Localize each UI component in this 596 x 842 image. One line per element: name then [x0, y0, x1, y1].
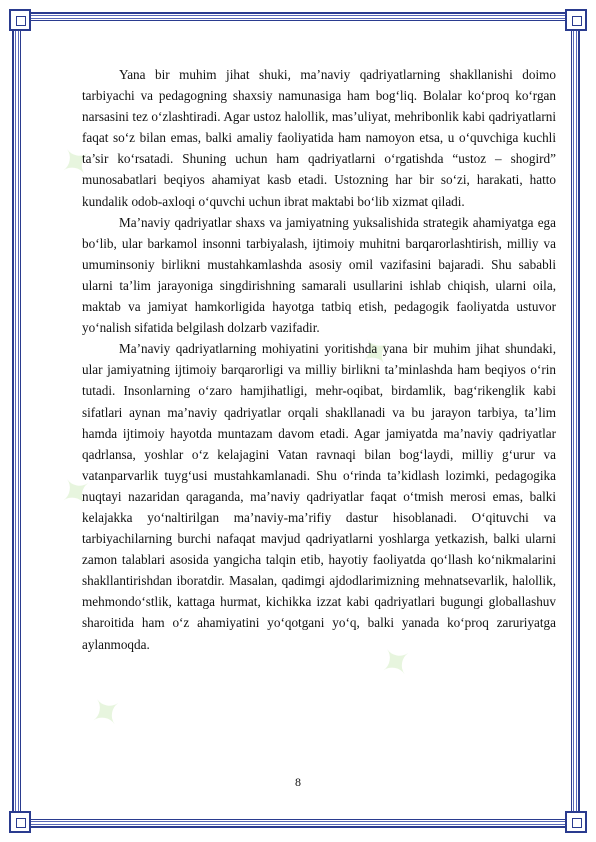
paragraph-1: Yana bir muhim jihat shuki, ma’naviy qadriyatlarning shakllanishi doimo tarbiyachi va pedagogning shaxsiy namunasiga ham bog‘liq. Bolalar ko‘proq ko‘rgan narsasini tez o‘zlashtiradi. Agar ustoz halollik, mas’uliyat, mehribonlik kabi qadriyatlarni faqat so‘z bilan emas, balki amaliy faoliyatida ham namoyon etsa, u o‘quvchiga kuchli ta’sir ko‘rsatadi. Shuning uchun ham qadriyatlarni o‘rgatishda “ustoz – shogird” munosabatlari beqiyos ahamiyat kasb etadi. Ustozning har bir so‘zi, harakati, hatto kundalik odob-axloqi o‘quvchi uchun ibrat maktabi bo‘lib xizmat qiladi. [82, 67, 556, 209]
paragraph-3: Ma’naviy qadriyatlarning mohiyatini yoritishda yana bir muhim jihat shundaki, ular jamiyatning ijtimoiy barqarorligi va milliy birlikni ta’minlashda ham beqiyos o‘rin tutadi. Insonlarning o‘zaro hamjihatligi, mehr-oqibat, birdamlik, bag‘rikenglik kabi sifatlari aynan ma’naviy qadriyatlar orqali shakllanadi va bu jarayon tarbiya, ta’lim hamda ijtimoiy hayotda muntazam davom etadi. Agar jamiyatda ma’naviy qadriyatlar qadrlansa, yoshlar o‘z kelajagini Vatan ravnaqi bilan bog‘laydi, milliy g‘urur va vatanparvarlik tuyg‘usi mustahkamlanadi. Shu o‘rinda ta’kidlash lozimki, pedagogika nuqtayi nazaridan qaraganda, ma’naviy qadriyatlar faqat o‘tmish merosi emas, balki kelajakka yo‘naltirilgan ma’naviy-ma’rifiy dastur hisoblanadi. O‘qituvchi va tarbiyachilarning burchi nafaqat mavjud qadriyatlarni yoshlarga yetkazish, balki ularni zamon talablari asosida yangicha talqin etib, hayotiy faoliyatda qo‘llash ko‘nikmalarini shakllantirishdan iboratdir. Masalan, qadimgi ajdodlarimizning mehnatsevarlik, halollik, mehmondo‘stlik, kattaga hurmat, kichikka izzat kabi qadriyatlari bugungi globallashuv sharoitida ham o‘z ahamiyatini yo‘qotgani yo‘q, balki yanada ko‘proq zaruriyatga aylanmoqda. [82, 341, 556, 652]
document-body [82, 64, 556, 655]
watermark-glyph: ✦ [349, 324, 404, 382]
corner-ornament-bottom-right [565, 811, 587, 833]
page-number: 8 [295, 775, 301, 789]
corner-ornament-bottom-left [9, 811, 31, 833]
watermark-glyph: ✦ [79, 684, 134, 742]
corner-ornament-top-left [9, 9, 31, 31]
watermark-glyph: ✦ [369, 634, 424, 692]
corner-ornament-top-right [565, 9, 587, 31]
watermark-glyph: ✦ [49, 464, 104, 522]
watermark-glyph: ✦ [49, 134, 104, 192]
paragraph-2: Ma’naviy qadriyatlar shaxs va jamiyatning yuksalishida strategik ahamiyatga ega bo‘lib, ular barkamol insonni tarbiyalash, ijtimoiy muhitni barqarorlashtirish, milliy va umuminsoniy birlikni mustahkamlashda asosiy omil vazifasini bajaradi. Shu sababli ularni ta’lim jarayoniga singdirishning samarali usullarini ishlab chiqish, ularni oila, maktab va jamiyat hamkorligida hayotga tatbiq etish, pedagogik faoliyatda ustuvor yo‘nalish sifatida belgilash dolzarb vazifadir. [82, 214, 556, 336]
